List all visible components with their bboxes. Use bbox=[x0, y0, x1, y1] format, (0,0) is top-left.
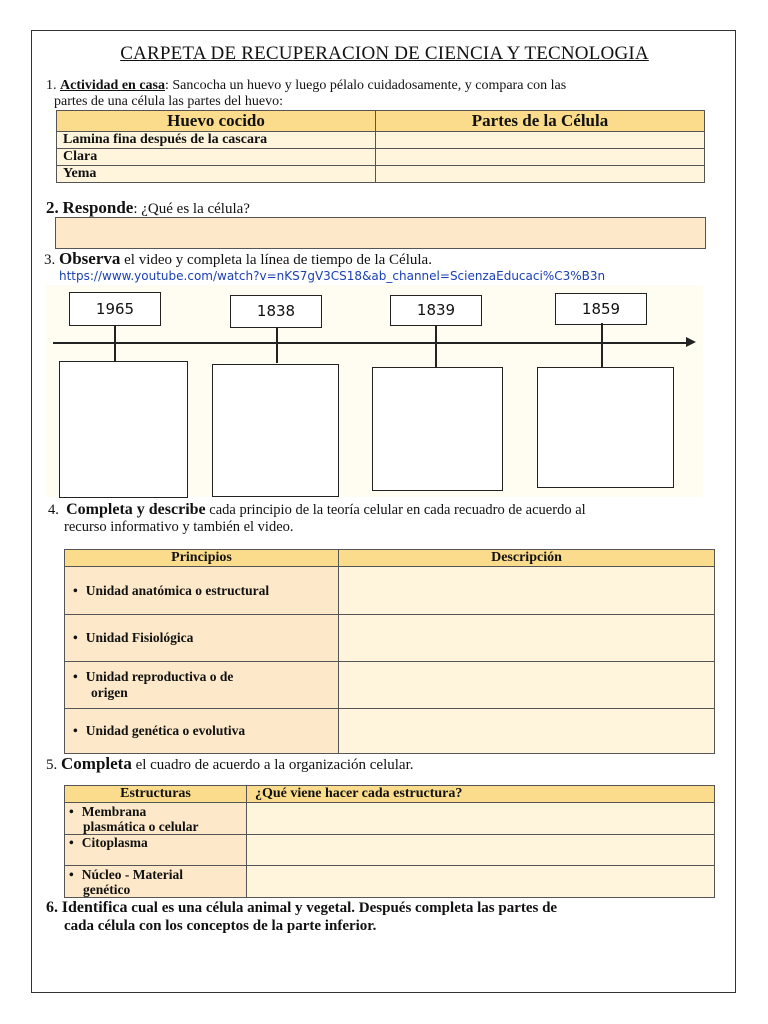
timeline-tick bbox=[114, 325, 116, 361]
q4-principle-label: • Unidad Fisiológica bbox=[73, 630, 193, 645]
page-title: CARPETA DE RECUPERACION DE CIENCIA Y TECNOLOGIA bbox=[120, 43, 649, 64]
q4-principle bbox=[65, 662, 339, 709]
q1-answer-cell[interactable] bbox=[376, 149, 705, 166]
q4-principle-label: • Unidad genética o evolutiva bbox=[73, 723, 245, 738]
q1-header-huevo: Huevo cocido bbox=[57, 111, 376, 132]
q4-description-cell[interactable] bbox=[339, 709, 715, 754]
timeline-answer-box[interactable] bbox=[59, 361, 188, 498]
q5-header-funcion: ¿Qué viene hacer cada estructura? bbox=[247, 786, 715, 803]
timeline-answer-box[interactable] bbox=[372, 367, 503, 491]
q5-structure-label-cont: genético bbox=[83, 881, 131, 897]
q4-text-b: recurso informativo y también el video. bbox=[64, 519, 294, 535]
q1-text-b: partes de una célula las partes del huevo: bbox=[54, 94, 283, 109]
q2-label: Responde bbox=[62, 198, 134, 217]
q1-row-label: Yema bbox=[57, 166, 376, 183]
q4-description-cell[interactable] bbox=[339, 662, 715, 709]
q1-row-label: Lamina fina después de la cascara bbox=[57, 132, 376, 149]
q1-number: 1. bbox=[46, 78, 57, 93]
q5-answer-cell[interactable] bbox=[247, 866, 715, 898]
q5-prompt bbox=[46, 756, 414, 773]
q4-header-descripcion: Descripción bbox=[339, 550, 715, 567]
q1-row-label: Clara bbox=[57, 149, 376, 166]
q5-header-estructuras: Estructuras bbox=[65, 786, 247, 803]
q1-label: Actividad en casa bbox=[60, 78, 165, 93]
timeline-answer-box[interactable] bbox=[537, 367, 674, 488]
q1-prompt bbox=[46, 78, 736, 94]
q4-table bbox=[64, 549, 715, 754]
q5-number: 5. bbox=[46, 757, 58, 773]
q5-text: el cuadro de acuerdo a la organización celular. bbox=[131, 757, 414, 773]
q5-answer-cell[interactable] bbox=[247, 803, 715, 835]
video-link[interactable]: https://www.youtube.com/watch?v=nKS7gV3CS18&ab_channel=ScienzaEducaci%C3%B3n bbox=[59, 269, 606, 283]
q5-answer-cell[interactable] bbox=[247, 835, 715, 866]
q4-description-cell[interactable] bbox=[339, 615, 715, 662]
q2-number: 2. bbox=[46, 198, 59, 217]
worksheet-page bbox=[31, 30, 736, 993]
q4-principle-label-cont: origen bbox=[91, 685, 128, 700]
year-box: 1838 bbox=[230, 295, 322, 328]
year-box: 1965 bbox=[69, 292, 161, 326]
timeline-tick bbox=[435, 325, 437, 367]
q4-principle bbox=[65, 615, 339, 662]
q2-answer-box[interactable] bbox=[55, 217, 706, 249]
year-box: 1859 bbox=[555, 293, 647, 325]
q4-principle-label: • Unidad anatómica o estructural bbox=[73, 583, 269, 598]
q4-text-a: cada principio de la teoría celular en cada recuadro de acuerdo al bbox=[205, 502, 586, 518]
q1-header-celula: Partes de la Célula bbox=[376, 111, 705, 132]
timeline-axis bbox=[53, 342, 690, 344]
q6-prompt bbox=[46, 900, 557, 916]
q3-number: 3. bbox=[44, 252, 56, 268]
q1-table bbox=[56, 110, 705, 183]
timeline-tick bbox=[601, 323, 603, 367]
year-box: 1839 bbox=[390, 295, 482, 326]
q6-text-b: cada célula con los conceptos de la parte inferior. bbox=[64, 918, 377, 934]
q3-label: Observa bbox=[59, 249, 121, 268]
q4-header-principios: Principios bbox=[65, 550, 339, 567]
q3-prompt bbox=[44, 251, 432, 268]
q4-number: 4. bbox=[48, 502, 59, 518]
timeline-area bbox=[46, 285, 703, 497]
q5-structure-label: • Citoplasma bbox=[69, 835, 148, 850]
q5-structure-label: • Membrana bbox=[69, 804, 146, 819]
q5-structure bbox=[65, 866, 247, 898]
q4-description-cell[interactable] bbox=[339, 567, 715, 615]
q5-structure bbox=[65, 803, 247, 835]
timeline-answer-box[interactable] bbox=[212, 364, 339, 497]
timeline-tick bbox=[276, 327, 278, 363]
q2-text: : ¿Qué es la célula? bbox=[133, 201, 250, 217]
q5-table bbox=[64, 785, 715, 898]
q4-principle bbox=[65, 709, 339, 754]
q4-label: Completa y describe bbox=[66, 501, 206, 518]
q1-answer-cell[interactable] bbox=[376, 166, 705, 183]
q5-structure bbox=[65, 835, 247, 866]
q6-text-a: cual es una célula animal y vegetal. Después completa las partes de bbox=[127, 900, 558, 916]
q4-principle bbox=[65, 567, 339, 615]
timeline-arrow-icon bbox=[686, 337, 696, 347]
q5-structure-label-cont: plasmática o celular bbox=[83, 818, 199, 834]
q5-label: Completa bbox=[61, 754, 132, 773]
q4-principle-label: • Unidad reproductiva o de bbox=[73, 669, 233, 684]
q4-prompt bbox=[48, 502, 723, 518]
q1-text-a: : Sancocha un huevo y luego pélalo cuidadosamente, y compara con las bbox=[165, 78, 567, 93]
q1-answer-cell[interactable] bbox=[376, 132, 705, 149]
q6-label: Identifica bbox=[61, 899, 128, 916]
q2-prompt bbox=[46, 200, 250, 217]
q6-number: 6. bbox=[46, 899, 58, 916]
q3-text: el video y completa la línea de tiempo de la Célula. bbox=[120, 252, 432, 268]
q5-structure-label: • Núcleo - Material bbox=[69, 867, 183, 882]
